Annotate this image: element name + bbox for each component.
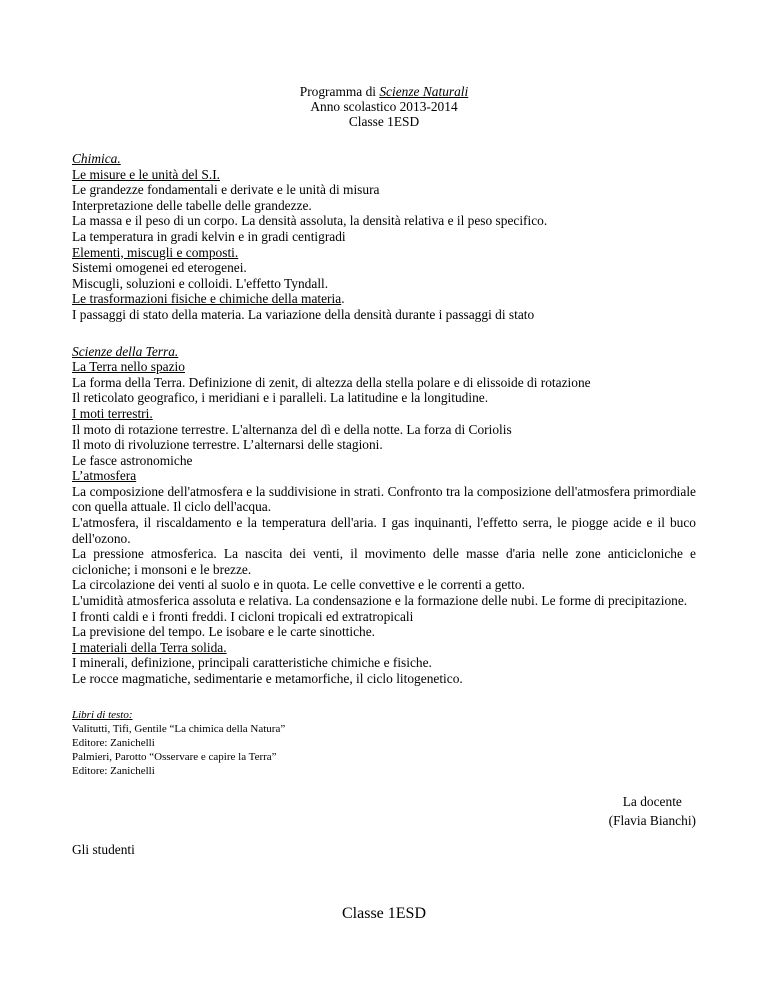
topic-text: La forma della Terra. Definizione di zenit, di altezza della stella polare e di elissoide di rotazione	[72, 374, 591, 390]
program-line	[72, 640, 696, 656]
program-line	[72, 276, 696, 292]
topic-text: I minerali, definizione, principali caratteristiche chimiche e fisiche.	[72, 655, 432, 671]
chimica-title: Chimica.	[72, 151, 121, 166]
topic-text: La composizione dell'atmosfera e la suddivisione in strati. Confronto tra la composizione dell'atmosfera primordiale con quella attuale. Il ciclo dell'acqua.	[72, 483, 696, 515]
program-line	[72, 359, 696, 375]
topic-text: La circolazione dei venti al suolo e in quota. Le celle convettive e le correnti a getto.	[72, 577, 525, 593]
school-year: Anno scolastico 2013-2014	[310, 99, 458, 114]
program-line	[72, 422, 696, 438]
program-line	[72, 577, 696, 593]
topic-text: La previsione del tempo. Le isobare e le carte sinottiche.	[72, 624, 376, 640]
page-footer: Classe 1ESD	[342, 905, 426, 922]
topic-heading: L’atmosfera	[72, 468, 137, 484]
program-prefix: Programma di	[299, 84, 380, 99]
topic-heading: Le misure e le unità del S.I.	[72, 166, 220, 182]
topic-text: I fronti caldi e i fronti freddi. I cicloni tropicali ed extratropicali	[72, 608, 414, 624]
program-line	[72, 593, 696, 609]
program-line	[72, 437, 696, 453]
topic-text: L'atmosfera, il riscaldamento e la temperatura dell'aria. I gas inquinanti, l'effetto serra, le piogge acide e il buco dell'ozono.	[72, 515, 696, 546]
teacher-name: (Flavia Bianchi)	[608, 813, 696, 828]
program-line	[72, 307, 696, 323]
topic-text: Interpretazione delle tabelle delle grandezze.	[72, 197, 312, 213]
program-line	[72, 375, 696, 391]
textbooks-title: Libri di testo:	[72, 708, 133, 721]
program-line	[72, 468, 696, 484]
program-line	[72, 624, 696, 640]
topic-text: Il reticolato geografico, i meridiani e i paralleli. La latitudine e la longitudine.	[72, 390, 489, 406]
program-line	[72, 213, 696, 229]
topic-text: Le rocce magmatiche, sedimentarie e metamorfiche, il ciclo litogenetico.	[72, 671, 463, 686]
document-header	[72, 84, 696, 129]
students-signature: Gli studenti	[72, 842, 135, 857]
class-name: Classe 1ESD	[348, 114, 420, 129]
program-line	[72, 229, 696, 245]
textbooks-section	[72, 708, 696, 779]
topic-text: Il moto di rotazione terrestre. L'alternanza del dì e della notte. La forza di Coriolis	[72, 421, 512, 437]
textbook-line: Editore: Zanichelli	[72, 765, 155, 778]
program-line	[72, 453, 696, 469]
topic-text: Sistemi omogenei ed eterogenei.	[72, 260, 247, 276]
program-line	[72, 609, 696, 625]
program-line	[72, 671, 696, 687]
topic-text: La massa e il peso di un corpo. La densità assoluta, la densità relativa e il peso specifico.	[72, 213, 548, 229]
program-line	[72, 484, 696, 515]
topic-text: Il moto di rivoluzione terrestre. L’alternarsi delle stagioni.	[72, 437, 383, 453]
terra-title: Scienze della Terra.	[72, 343, 179, 359]
program-line	[72, 546, 696, 577]
program-line	[72, 167, 696, 183]
chimica-section	[72, 151, 696, 323]
textbook-line: Palmieri, Parotto “Osservare e capire la Terra”	[72, 751, 277, 764]
teacher-label: La docente	[622, 794, 682, 809]
program-line	[72, 198, 696, 214]
topic-heading: Le trasformazioni fisiche e chimiche della materia	[72, 291, 342, 307]
document-page	[72, 84, 696, 779]
topic-heading: I moti terrestri.	[72, 405, 153, 421]
program-line	[72, 291, 696, 307]
textbook-line: Editore: Zanichelli	[72, 737, 155, 749]
topic-text: Miscugli, soluzioni e colloidi. L'effetto Tyndall.	[72, 275, 329, 291]
textbook-line: Valitutti, Tifi, Gentile “La chimica della Natura”	[72, 722, 286, 735]
program-line	[72, 515, 696, 546]
program-line	[72, 260, 696, 276]
topic-text: L'umidità atmosferica assoluta e relativa. La condensazione e la formazione delle nubi. Le forme di precipitazione.	[72, 593, 688, 609]
program-line	[72, 182, 696, 198]
topic-text: I passaggi di stato della materia. La variazione della densità durante i passaggi di stato	[72, 306, 535, 322]
topic-text: La temperatura in gradi kelvin e in gradi centigradi	[72, 228, 346, 244]
topic-text: Le fasce astronomiche	[72, 452, 193, 468]
program-line	[72, 390, 696, 406]
topic-suffix: .	[341, 291, 345, 307]
program-line	[72, 406, 696, 422]
topic-heading: Elementi, miscugli e composti.	[72, 244, 239, 260]
teacher-signature	[609, 792, 696, 830]
topic-text: La pressione atmosferica. La nascita dei venti, il movimento delle masse d'aria nelle zone anticicloniche e cicloniche; i monsoni e le brezze.	[72, 546, 696, 577]
program-title	[72, 84, 696, 99]
program-line	[72, 655, 696, 671]
terra-section	[72, 344, 696, 687]
program-line	[72, 245, 696, 261]
program-subject: Scienze Naturali	[379, 84, 469, 99]
topic-text: Le grandezze fondamentali e derivate e le unità di misura	[72, 182, 380, 198]
topic-heading: I materiali della Terra solida.	[72, 639, 227, 655]
topic-heading: La Terra nello spazio	[72, 359, 185, 375]
